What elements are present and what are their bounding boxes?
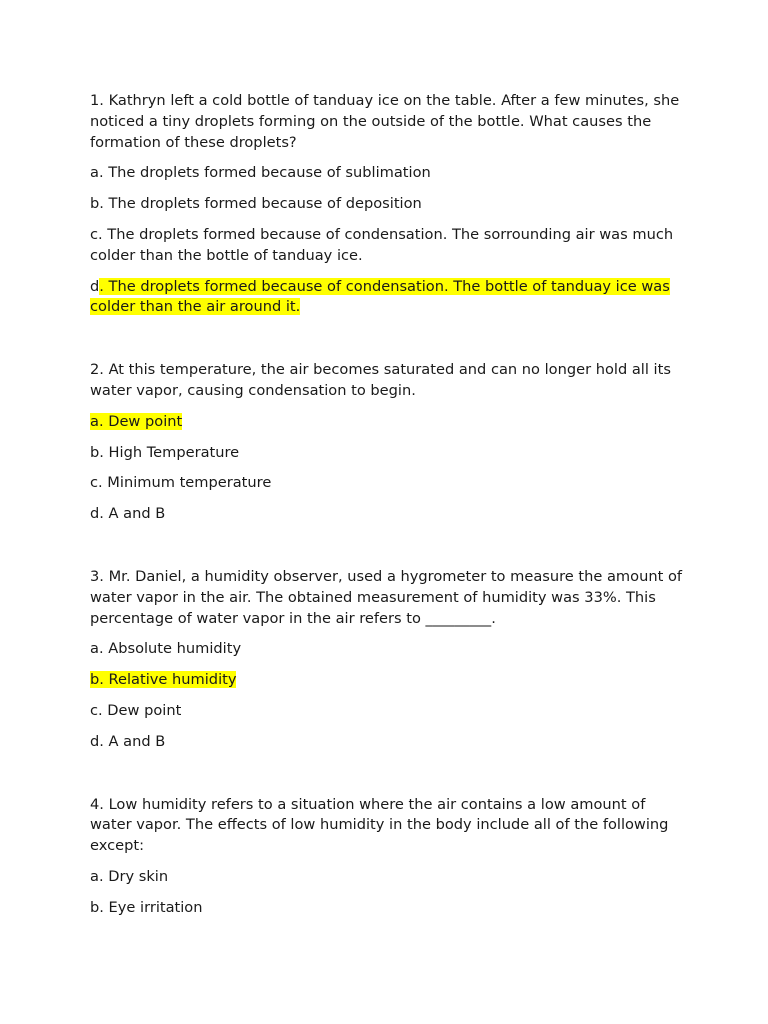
question-3-answer-highlight: b. Relative humidity — [90, 671, 237, 689]
question-1-option-d-prefix: d — [90, 277, 100, 295]
question-2-answer-highlight: a. Dew point — [90, 412, 183, 430]
question-1-text: 1. Kathryn left a cold bottle of tanduay ice on the table. After a few minutes, she noticed a tiny droplets forming on the outside of the bottle. What causes the formation of these droplets? — [90, 92, 680, 151]
question-4-option-b: b. Eye irritation — [90, 898, 203, 916]
question-3-option-d: d. A and B — [90, 732, 166, 750]
question-1 — [90, 91, 690, 318]
question-2-option-c: c. Minimum temperature — [90, 474, 272, 492]
question-2-option-a — [90, 412, 690, 433]
question-3-option-b — [90, 670, 690, 691]
question-2-option-b: b. High Temperature — [90, 443, 240, 461]
question-1-option-b: b. The droplets formed because of deposition — [90, 195, 422, 213]
question-3-option-c: c. Dew point — [90, 701, 182, 719]
question-1-answer-highlight: . The droplets formed because of condensation. The bottle of tanduay ice was colder than the air around it. — [90, 277, 670, 316]
question-3 — [90, 567, 690, 753]
question-3-text: 3. Mr. Daniel, a humidity observer, used a hygrometer to measure the amount of water vapor in the air. The obtained measurement of humidity was 33%. This percentage of water vapor in the air refers to _________. — [90, 567, 683, 627]
question-1-option-c: c. The droplets formed because of condensation. The sorrounding air was much colder than the bottle of tanduay ice. — [90, 225, 674, 264]
question-2-option-d: d. A and B — [90, 505, 166, 523]
question-2 — [90, 360, 690, 525]
question-3-option-a: a. Absolute humidity — [90, 640, 242, 658]
question-1-option-a: a. The droplets formed because of sublimation — [90, 164, 431, 182]
question-2-text: 2. At this temperature, the air becomes saturated and can no longer hold all its water vapor, causing condensation to begin. — [90, 361, 671, 399]
question-4 — [90, 795, 690, 919]
question-4-text: 4. Low humidity refers to a situation where the air contains a low amount of water vapor. The effects of low humidity in the body include all of the following except: — [90, 795, 669, 855]
question-1-option-d — [90, 277, 690, 319]
document-page — [90, 91, 690, 961]
question-4-option-a: a. Dry skin — [90, 867, 169, 885]
